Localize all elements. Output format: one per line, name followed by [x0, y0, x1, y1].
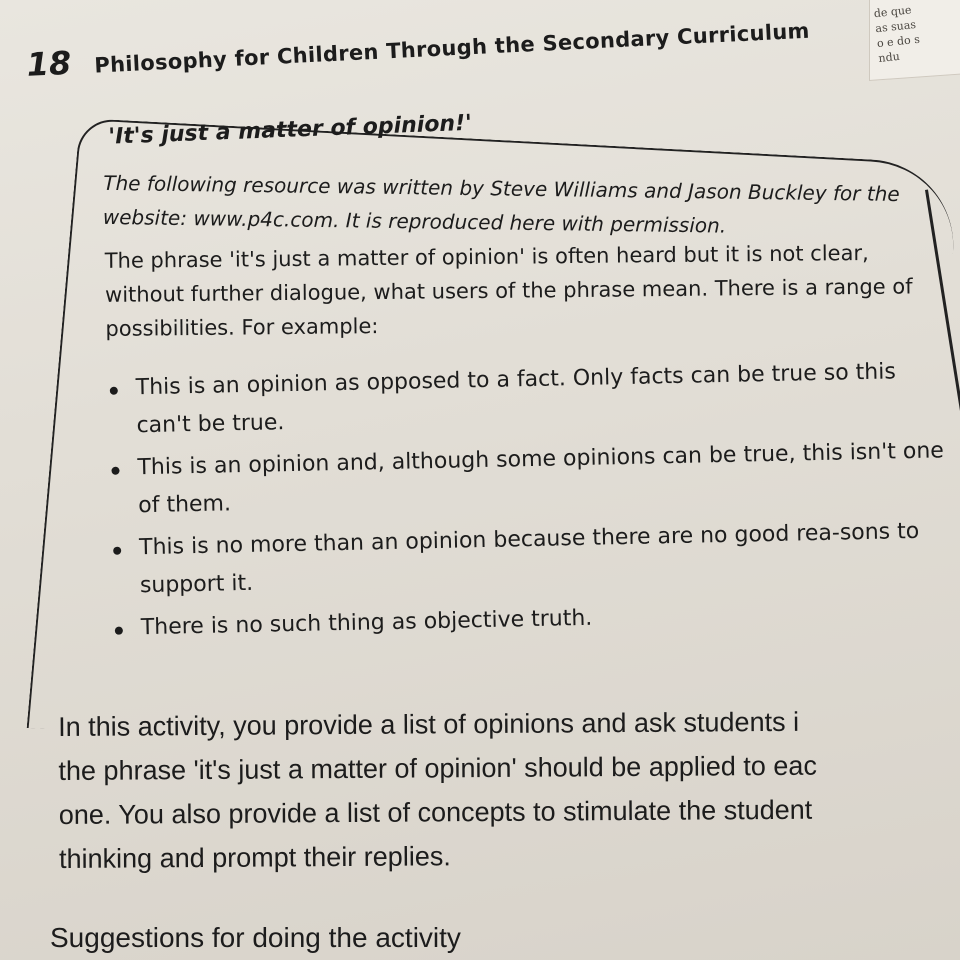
page-header [24, 0, 827, 84]
bullet-item [109, 352, 950, 446]
main-paragraph [58, 698, 960, 881]
paragraph-line: thinking and prompt their replies. [58, 841, 451, 874]
facing-page-text [873, 0, 959, 66]
facing-page-line: as suas [874, 18, 917, 36]
bullet-text: This is an opinion and, although some opinions can be true, this isn't one of them. [137, 438, 945, 519]
facing-page-line: o e do s [876, 32, 921, 51]
bullet-dot-icon [111, 467, 119, 475]
bullet-text: This is no more than an opinion because there are no good rea-sons to support it. [138, 518, 920, 599]
bullet-dot-icon [115, 627, 123, 635]
resource-box [100, 93, 950, 651]
box-paragraph: The phrase 'it's just a matter of opinion' is often heard but it is not clear, without further dialogue, what users of the phrase mean. There is a range of possibilities. For example: [104, 240, 913, 341]
bullet-text: This is an opinion as opposed to a fact. Only facts can be true so this can't be true. [135, 359, 897, 439]
bullet-dot-icon [110, 387, 118, 395]
page-number: 18 [25, 43, 73, 84]
box-intro: The following resource was written by Steve Williams and Jason Buckley for the website: www.p4c.com. It is reproduced here with permission. [102, 170, 900, 238]
bullet-item [111, 432, 952, 526]
bullet-text: There is no such thing as objective truth. [140, 605, 593, 641]
paragraph-line: the phrase 'it's just a matter of opinion' should be applied to eac [58, 750, 818, 786]
box-title: 'It's just a matter of opinion!' [107, 110, 473, 150]
facing-page-line: ndu [877, 49, 901, 66]
paragraph-line: In this activity, you provide a list of opinions and ask students i [58, 706, 800, 742]
bullet-list [109, 352, 955, 648]
facing-page-line: de que [873, 3, 913, 21]
section-heading: Suggestions for doing the activity [50, 922, 461, 953]
paragraph-line: one. You also provide a list of concepts to stimulate the student [58, 794, 813, 830]
bullet-item [113, 512, 954, 606]
bullet-dot-icon [113, 547, 121, 555]
running-title: Philosophy for Children Through the Secondary Curriculum [93, 18, 811, 78]
